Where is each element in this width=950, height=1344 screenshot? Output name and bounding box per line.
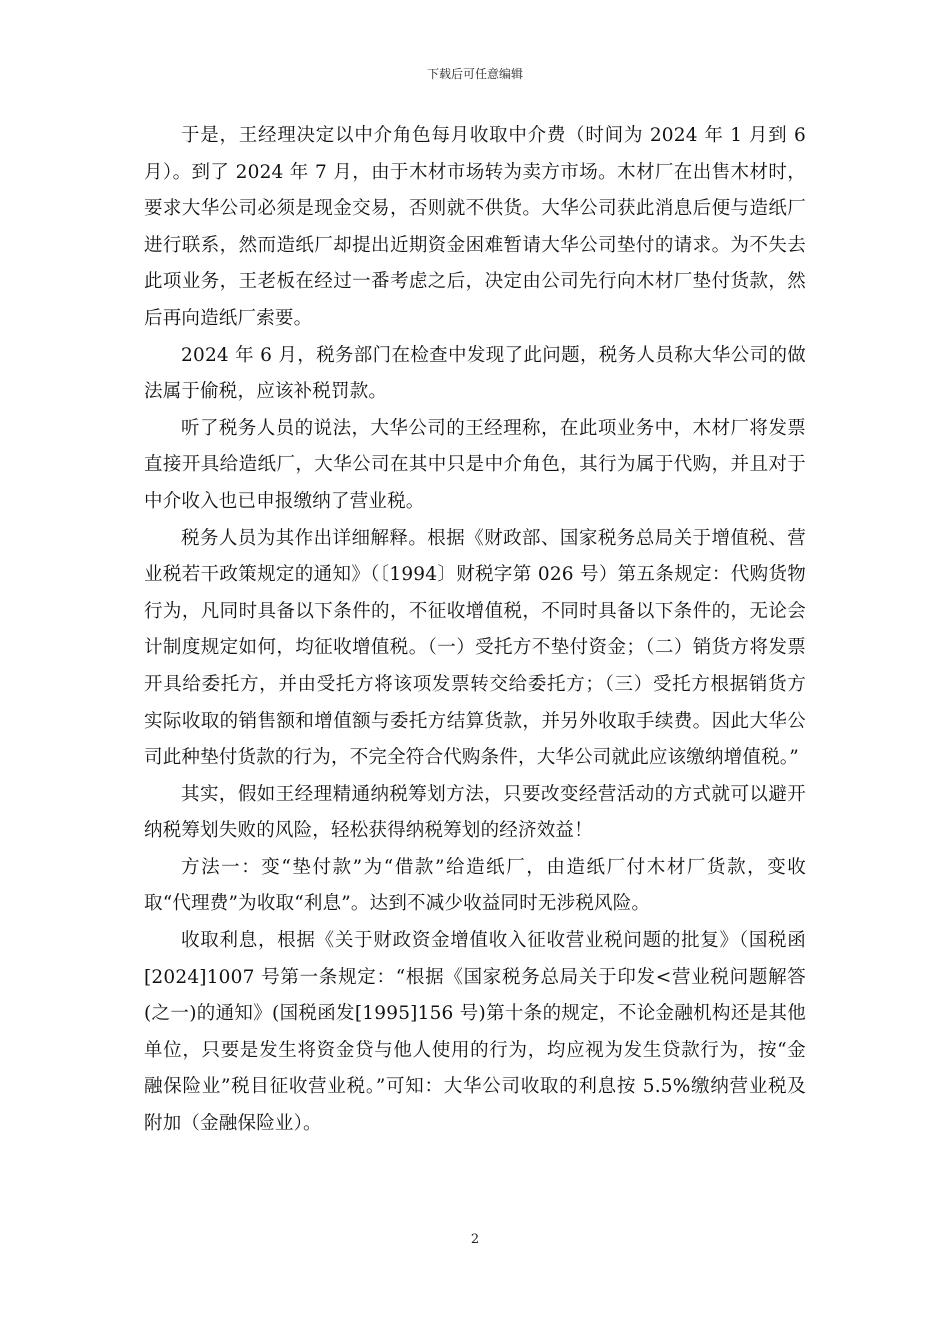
paragraph-5: 其实，假如王经理精通纳税筹划方法，只要改变经营活动的方式就可以避开纳税筹划失败的风险，轻松获得纳税筹划的经济效益！ xyxy=(144,783,806,842)
paragraph-1: 于是，王经理决定以中介角色每月收取中介费（时间为 2024 年 1 月到 6 月）。到了 2024 年 7 月，由于木材市场转为卖方市场。木材厂在出售木材时，要求大华公司必须是现金交易，否则就不供货。大华公司获此消息后便与造纸厂进行联系，然而造纸厂却提出近期资金困难暂请大华公司垫付的请求。为不失去此项业务，王老板在经过一番考虑之后，决定由公司先行向木材厂垫付货款，然后再向造纸厂索要。 xyxy=(144,125,806,329)
paragraph-6: 方法一：变“垫付款”为“借款”给造纸厂，由造纸厂付木材厂货款，变收取“代理费”为收取“利息”。达到不减少收益同时无涉税风险。 xyxy=(144,856,806,915)
paragraph-7: 收取利息，根据《关于财政资金增值收入征收营业税问题的批复》（国税函[2024]1007 号第一条规定：“根据《国家税务总局关于印发<营业税问题解答(之一)的通知》(国税函发[1995]156 号)第十条的规定，不论金融机构还是其他单位，只要是发生将资金贷与他人使用的行为，均应视为发生贷款行为，按“金融保险业”税目征收营业税。”可知：大华公司收取的利息按 5.5%缴纳营业税及附加（金融保险业）。 xyxy=(144,930,806,1135)
page-number: 2 xyxy=(470,1232,480,1247)
paragraph-3: 听了税务人员的说法，大华公司的王经理称，在此项业务中，木材厂将发票直接开具给造纸厂，大华公司在其中只是中介角色，其行为属于代购，并且对于中介收入也已申报缴纳了营业税。 xyxy=(144,417,806,512)
document-body xyxy=(144,118,806,1143)
page-header: 下载后可任意编辑 xyxy=(426,67,523,81)
paragraph-2: 2024 年 6 月，税务部门在检查中发现了此问题，税务人员称大华公司的做法属于偷税，应该补税罚款。 xyxy=(144,344,806,403)
paragraph-4: 税务人员为其作出详细解释。根据《财政部、国家税务总局关于增值税、营业税若干政策规定的通知》（〔1994〕财税字第 026 号）第五条规定：代购货物行为，凡同时具备以下条件的，不征收增值税，不同时具备以下条件的，无论会计制度规定如何，均征收增值税。（一）受托方不垫付资金；（二）销货方将发票开具给委托方，并由受托方将该项发票转交给委托方；（三）受托方根据销货方实际收取的销售额和增值额与委托方结算货款，并另外收取手续费。因此大华公司此种垫付货款的行为，不完全符合代购条件，大华公司就此应该缴纳增值税。” xyxy=(144,527,806,769)
